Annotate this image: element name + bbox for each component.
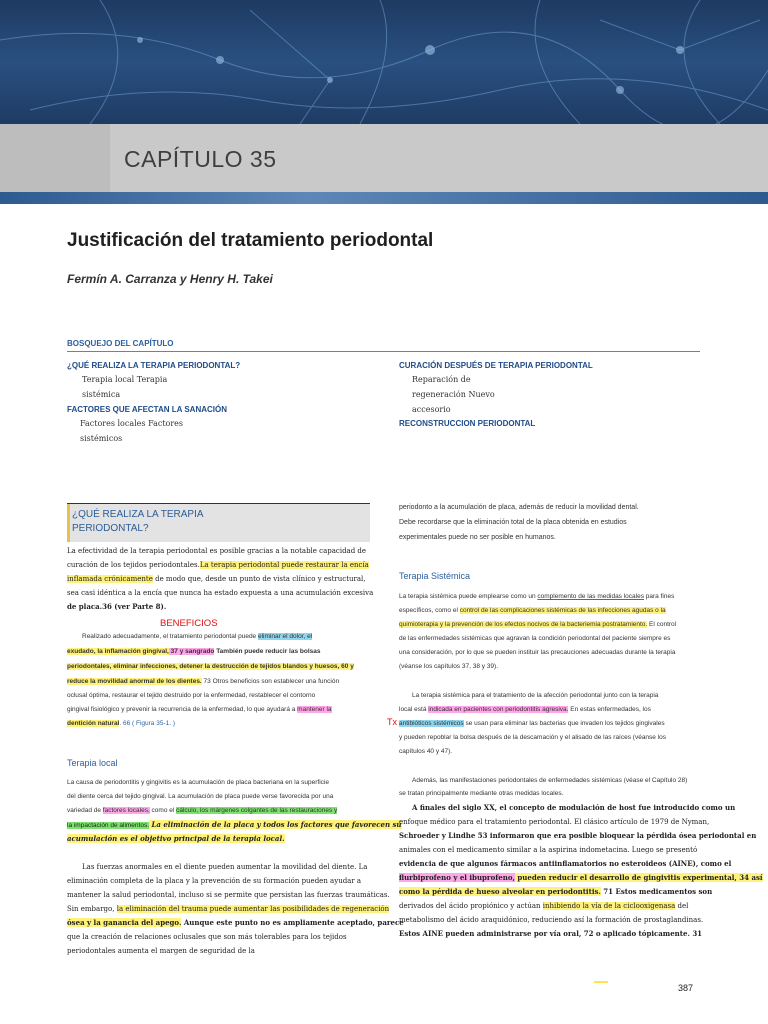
outline-link-reconstruccion[interactable]: RECONSTRUCCION PERIODONTAL bbox=[399, 419, 536, 428]
paragraph-line: una consideración, por lo que se pueden instituir las precauciones adecuadas durante la terapia bbox=[399, 649, 676, 656]
paragraph-line: la impactación de alimentos. La eliminación de la placa y todos los factores que favorecen su bbox=[67, 820, 402, 829]
paragraph-line: Realizado adecuadamente, el tratamiento periodontal puede eliminar el dolor, el bbox=[82, 633, 313, 640]
blue-stripe bbox=[0, 192, 768, 204]
paragraph-line: Las fuerzas anormales en el diente pueden aumentar la movilidad del diente. La bbox=[82, 863, 368, 871]
outline-item[interactable]: Factores locales Factores bbox=[80, 419, 184, 428]
paragraph-line: mantener la salud periodontal, incluso si se permite que persistan las fuerzas traumáticas. bbox=[67, 891, 390, 899]
document-title: Justificación del tratamiento periodontal bbox=[67, 230, 434, 251]
outline-item[interactable]: Reparación de bbox=[412, 375, 471, 384]
paragraph-line: dentición natural. 66 ( Figura 35-1. ) bbox=[67, 720, 176, 727]
paragraph-line: La efectividad de la terapia periodontal es posible gracias a la notable capacidad de bbox=[67, 547, 367, 555]
chapter-bar-side bbox=[0, 124, 110, 192]
paragraph-line: ósea y la ganancia del apego. Aunque este punto no es ampliamente aceptado, parece bbox=[67, 918, 404, 927]
paragraph-line: derivados del ácido propiónico y actúan inhibiendo la vía de la ciclooxigenasa del bbox=[399, 902, 689, 910]
paragraph-line: Schroeder y Lindhe 53 informaron que era posible bloquear la pérdida ósea periodontal en bbox=[399, 831, 757, 840]
paragraph-line: local está indicada en pacientes con periodontitis agresiva. En estas enfermedades, los bbox=[399, 706, 651, 713]
chapter-label: CAPÍTULO 35 bbox=[124, 146, 277, 172]
paragraph-line: que la creación de relaciones oclusales que son más tolerables para los tejidos bbox=[67, 933, 347, 941]
outline-item[interactable]: sistémicos bbox=[80, 434, 123, 443]
paragraph-line: flurbiprofeno y el ibuprofeno, pueden reducir el desarrollo de gingivitis experimental, 34 así bbox=[399, 873, 763, 882]
paragraph-line: exudado, la inflamación gingival, 37 y sangrado También puede reducir las bolsas bbox=[67, 648, 321, 655]
paragraph-line: periodontales, eliminar infecciones, detener la destrucción de tejidos blandos y huesos, 60 y bbox=[67, 663, 354, 670]
highlight-mark bbox=[594, 981, 608, 983]
paragraph-line: inflamada crónicamente de modo que, desde un punto de vista clínico y estructural, bbox=[67, 575, 366, 583]
chapter-bar bbox=[0, 124, 768, 192]
box-title: ¿QUÉ REALIZA LA TERAPIA PERIODONTAL? bbox=[72, 509, 204, 534]
neuron-pattern bbox=[0, 0, 768, 124]
paragraph-line: gingival fisiológico y prevenir la recurrencia de la enfermedad, lo que ayudará a mantener la bbox=[67, 706, 332, 713]
paragraph-line: como la pérdida de hueso alveolar en periodontitis. 71 Estos medicamentos son bbox=[399, 887, 713, 896]
box-accent-bar bbox=[67, 504, 70, 542]
paragraph-line: evidencia de que algunos fármacos antiinflamatorios no esteroideos (AINE), como el bbox=[399, 859, 732, 868]
paragraph-line: Estos AINE pueden administrarse por vía oral, 72 o aplicado tópicamente. 31 bbox=[399, 929, 703, 938]
paragraph-line: enfoque médico para el tratamiento periodontal. El clásico artículo de 1979 de Nyman, bbox=[399, 818, 710, 826]
heading-terapia-sistemica: Terapia Sistémica bbox=[399, 571, 471, 581]
paragraph-line: antibióticos sistémicos se usan para eliminar las bacterias que invaden los tejidos gingivales bbox=[399, 720, 665, 727]
paragraph-line: La terapia sistémica puede emplearse como un complemento de las medidas locales para fines bbox=[399, 593, 675, 600]
section-box-que-realiza bbox=[67, 503, 370, 542]
paragraph-line: (véanse los capítulos 37, 38 y 39). bbox=[399, 663, 499, 670]
paragraph-line: del diente cerca del tejido gingival. La acumulación de placa puede verse favorecida por una bbox=[67, 793, 334, 800]
outline-item[interactable]: regeneración Nuevo bbox=[412, 390, 495, 399]
outline-item[interactable]: sistémica bbox=[82, 390, 121, 399]
paragraph-line: A finales del siglo XX, el concepto de modulación de host fue introducido como un bbox=[412, 803, 736, 812]
paragraph-line: se tratan principalmente mediante otras medidas locales. bbox=[399, 790, 564, 797]
paragraph-line: curación de los tejidos periodontales.La terapia periodontal puede restaurar la encía bbox=[67, 561, 369, 569]
paragraph-line: La terapia sistémica para el tratamiento de la afección periodontal junto con la terapia bbox=[412, 692, 659, 699]
outline-item[interactable]: accesorio bbox=[412, 405, 451, 414]
paragraph-line: eliminación completa de la placa y la prevención de su formación pueden ayudar a bbox=[67, 877, 362, 885]
authors: Fermín A. Carranza y Henry H. Takei bbox=[67, 272, 273, 286]
paragraph-line: variedad de factores locales, como el cálculo, los márgenes colgantes de las restauraciones y bbox=[67, 807, 338, 814]
paragraph-line: La causa de periodontitis y gingivitis es la acumulación de placa bacteriana en la superficie bbox=[67, 779, 329, 786]
paragraph-line: sea casi idéntica a la encía que nunca ha estado expuesta a una acumulación excesiva bbox=[67, 589, 374, 597]
paragraph-line: oclusal óptima, restaurar el tejido destruido por la enfermedad, restablecer el contorno bbox=[67, 692, 316, 699]
paragraph-line: experimentales puede no ser posible en humanos. bbox=[399, 534, 556, 541]
outline-link-curacion[interactable]: CURACIÓN DESPUÉS DE TERAPIA PERIODONTAL bbox=[399, 361, 593, 370]
paragraph-line: periodontales aumenta el margen de seguridad de la bbox=[67, 947, 255, 955]
paragraph-line: capítulos 40 y 47). bbox=[399, 748, 453, 755]
paragraph-line: quimioterapia y la prevención de los efectos nocivos de la bacteriemia postratamiento. El control bbox=[399, 621, 677, 628]
paragraph-line: animales con el medicamento similar a la aspirina indometacina. Luego se presentó bbox=[399, 846, 698, 854]
paragraph-line: de las enfermedades sistémicas que agravan la condición periodontal del paciente siempre es bbox=[399, 635, 671, 642]
paragraph-line: de placa.36 (ver Parte 8). bbox=[67, 602, 167, 611]
outline-divider bbox=[67, 351, 700, 352]
outline-item[interactable]: Terapia local Terapia bbox=[82, 375, 168, 384]
paragraph-line: Además, las manifestaciones periodontales de enfermedades sistémicas (véase el Capítulo 28) bbox=[412, 777, 688, 784]
handwritten-tx-note: Tx bbox=[387, 717, 397, 727]
heading-terapia-local: Terapia local bbox=[67, 758, 118, 768]
paragraph-line: acumulación es el objetivo principal de la terapia local. bbox=[67, 834, 285, 843]
heading-beneficios: BENEFICIOS bbox=[160, 618, 218, 629]
paragraph-line: reduce la movilidad anormal de los dientes. 73 Otros beneficios son establecer una función bbox=[67, 678, 340, 685]
paragraph-line: periodonto a la acumulación de placa, además de reducir la movilidad dental. bbox=[399, 504, 639, 511]
paragraph-line: específicos, como el control de las complicaciones sistémicas de las infecciones agudas o la bbox=[399, 607, 666, 614]
paragraph-line: metabolismo del ácido araquidónico, reduciendo así la formación de prostaglandinas. bbox=[399, 916, 704, 924]
paragraph-line: Debe recordarse que la eliminación total de la placa obtenida en estudios bbox=[399, 519, 627, 526]
outline-link-factores[interactable]: FACTORES QUE AFECTAN LA SANACIÓN bbox=[67, 405, 228, 414]
paragraph-line: Sin embargo, la eliminación del trauma puede aumentar las posibilidades de regeneración bbox=[67, 905, 390, 913]
outline-heading: BOSQUEJO DEL CAPÍTULO bbox=[67, 339, 174, 348]
outline-link-que-realiza[interactable]: ¿QUÉ REALIZA LA TERAPIA PERIODONTAL? bbox=[67, 361, 241, 370]
paragraph-line: y pueden repoblar la bolsa después de la descamación y el alisado de las raíces (véanse los bbox=[399, 734, 667, 741]
page-number: 387 bbox=[678, 983, 694, 993]
header-banner-image bbox=[0, 0, 768, 124]
